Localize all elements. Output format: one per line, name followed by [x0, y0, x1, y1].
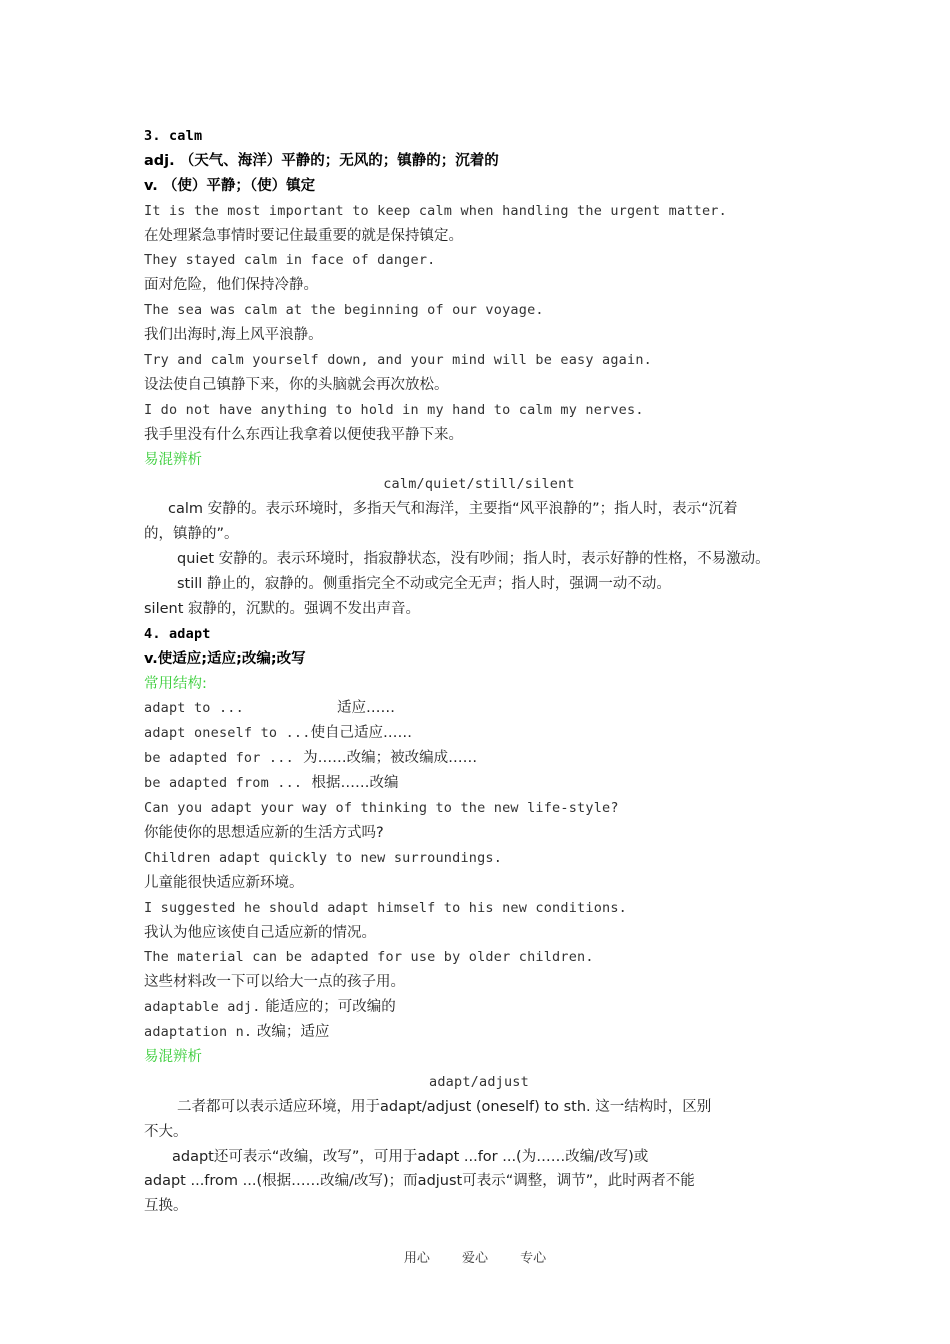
example-zh: 我认为他应该使自己适应新的情况。 — [144, 924, 376, 941]
footer-word: 用心 — [403, 1251, 430, 1266]
example-zh: 你能使你的思想适应新的生活方式吗? — [144, 824, 384, 841]
section-heading-calm: 3. calm — [144, 128, 203, 144]
example-zh: 设法使自己镇静下来，你的头脑就会再次放松。 — [144, 376, 449, 393]
footer-word: 爱心 — [461, 1251, 488, 1266]
confusion-para2-cont: adapt ...from ...(根据……改编/改写)；而adjust可表示“调整，调节”，此时两者不能 — [144, 1173, 695, 1190]
structure-row — [144, 721, 814, 746]
example-zh: 在处理紧急事情时要记住最重要的就是保持镇定。 — [144, 227, 463, 244]
derivative-en: adaptable adj. — [144, 999, 261, 1016]
example-zh: 我手里没有什么东西让我拿着以便使我平静下来。 — [144, 426, 463, 443]
section-heading-adapt: 4. adapt — [144, 625, 211, 642]
example-en: It is the most important to keep calm when handling the urgent matter. — [144, 202, 727, 219]
structure-zh: 适应…… — [337, 700, 395, 717]
structure-row — [144, 696, 814, 721]
structure-en: adapt to ... — [144, 700, 244, 717]
example-en: I do not have anything to hold in my hand to calm my nerves. — [144, 401, 644, 418]
confusion-calm-cont: 的，镇静的”。 — [144, 526, 239, 543]
confusion-silent: silent 寂静的，沉默的。强调不发出声音。 — [144, 600, 421, 617]
structure-row — [144, 746, 814, 771]
derivative-row — [144, 995, 814, 1020]
derivative-zh: 改编；适应 — [256, 1024, 330, 1041]
confusion-para2-end: 互换。 — [144, 1198, 188, 1215]
example-en: The material can be adapted for use by older children. — [144, 949, 594, 966]
example-zh: 这些材料改一下可以给大一点的孩子用。 — [144, 974, 405, 991]
confusion-label: 易混辨析 — [144, 451, 202, 468]
definition-verb: v.使适应;适应;改编;改写 — [144, 650, 306, 667]
example-en: They stayed calm in face of danger. — [144, 252, 436, 269]
page-footer — [0, 1247, 950, 1266]
structure-row — [144, 771, 814, 796]
derivative-row — [144, 1020, 814, 1045]
confusion-title: calm/quiet/still/silent — [383, 476, 575, 493]
structure-zh: 使自己适应…… — [310, 725, 413, 742]
structure-en: adapt oneself to ... — [144, 725, 311, 742]
example-en: Children adapt quickly to new surroundings. — [144, 849, 503, 866]
example-en: The sea was calm at the beginning of our voyage. — [144, 302, 544, 319]
footer-word: 专心 — [520, 1251, 547, 1266]
example-zh: 儿童能很快适应新环境。 — [144, 874, 304, 891]
derivative-zh: 能适应的；可改编的 — [265, 999, 396, 1016]
example-zh: 面对危险，他们保持冷静。 — [144, 277, 318, 294]
confusion-label: 易混辨析 — [144, 1048, 202, 1065]
example-zh: 我们出海时,海上风平浪静。 — [144, 327, 323, 344]
confusion-calm: calm 安静的。表示环境时，多指天气和海洋，主要指“风平浪静的”；指人时，表示“沉着 — [168, 501, 738, 518]
structure-en: be adapted from ... — [144, 775, 303, 792]
confusion-title: adapt/adjust — [429, 1073, 529, 1090]
definition-verb: v. （使）平静；（使）镇定 — [144, 177, 316, 194]
derivative-en: adaptation n. — [144, 1024, 253, 1041]
structure-zh: 根据……改编 — [311, 775, 399, 792]
confusion-quiet: quiet 安静的。表示环境时，指寂静状态，没有吵闹；指人时，表示好静的性格，不易激动。 — [177, 551, 770, 568]
confusion-para1: 二者都可以表示适应环境，用于adapt/adjust (oneself) to sth. 这一结构时，区别 — [177, 1098, 712, 1115]
confusion-para2: adapt还可表示“改编，改写”，可用于adapt ...for ...(为……改编/改写)或 — [172, 1148, 649, 1165]
example-en: I suggested he should adapt himself to his new conditions. — [144, 899, 628, 916]
definition-adj: adj. （天气、海洋）平静的；无风的；镇静的；沉着的 — [144, 152, 499, 169]
confusion-still: still 静止的，寂静的。侧重指完全不动或完全无声；指人时，强调一动不动。 — [177, 576, 671, 593]
document-body — [144, 124, 814, 1219]
confusion-para1-cont: 不大。 — [144, 1123, 188, 1140]
structure-zh: 为……改编；被改编成…… — [303, 750, 478, 767]
structure-en: be adapted for ... — [144, 750, 294, 767]
example-en: Try and calm yourself down, and your mind will be easy again. — [144, 352, 652, 369]
example-en: Can you adapt your way of thinking to the new life-style? — [144, 800, 619, 817]
structures-label: 常用结构: — [144, 675, 207, 692]
